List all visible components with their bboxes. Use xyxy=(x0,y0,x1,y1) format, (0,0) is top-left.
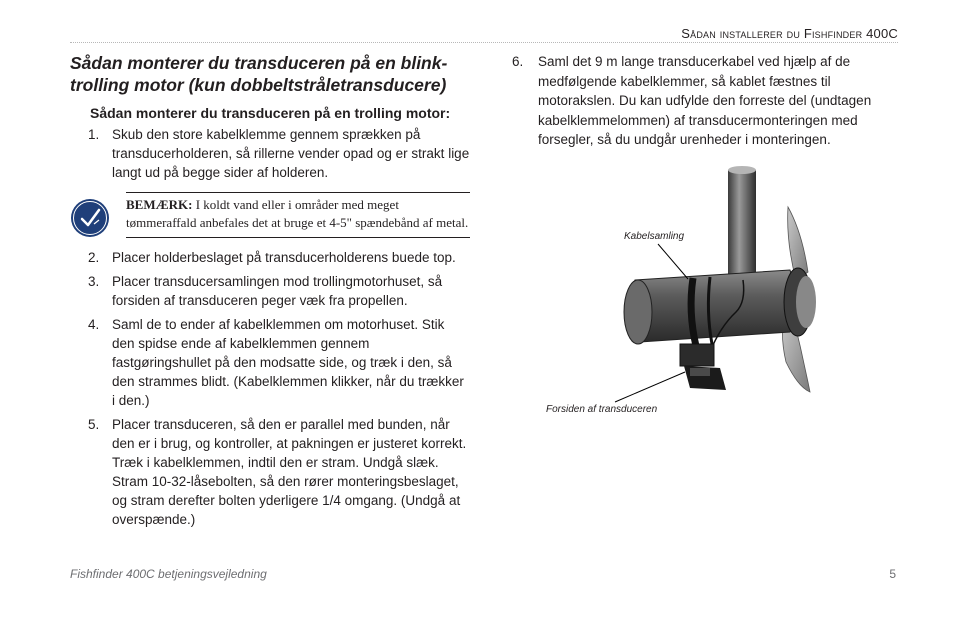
step-5 xyxy=(70,415,470,529)
step-number: 1. xyxy=(88,127,100,142)
step-text: Placer transduceren, så den er parallel med bunden, når den er i brug, og kontroller, at pakningen er justeret korrekt. Træk i kabelklemmen, indtil den er stram. Undgå slæk. Stram 10-32-låsebolten, så den rører monteringsbeslaget, og stram derefter bolten yderligere 1/4 omgang. (Undgå at overspænde.) xyxy=(112,417,467,527)
callout-cable-assembly: Kabelsamling xyxy=(624,231,685,242)
note-text xyxy=(126,192,470,238)
step-number: 4. xyxy=(88,317,100,332)
step-number: 5. xyxy=(88,417,100,432)
note-label: BEMÆRK: xyxy=(126,197,193,212)
step-number: 3. xyxy=(88,274,100,289)
note-body: I koldt vand eller i områder med meget tømmeraffald anbefales det at bruge et 4-5" spændebånd af metal. xyxy=(126,197,469,230)
step-3 xyxy=(70,272,470,310)
step-number: 2. xyxy=(88,250,100,265)
header-rule xyxy=(70,42,898,43)
step-number: 6. xyxy=(512,54,524,69)
section-title: Sådan monterer du transduceren på en blink-trolling motor (kun dobbeltstråletransducere) xyxy=(70,53,448,95)
trolling-motor-figure xyxy=(540,162,840,422)
header-title: Sådan installerer du Fishfinder xyxy=(681,26,863,41)
step-2 xyxy=(70,248,470,267)
step-text: Saml det 9 m lange transducerkabel ved hjælp af de medfølgende kabelklemmer, så kablet fæstnes til motorakslen. Du kan udfylde den forreste del (undtagen kabelklemmelommen) af transducermonteringen med forsegler, så du undgår urenheder i monteringen. xyxy=(538,54,872,147)
right-column xyxy=(512,52,872,150)
step-text: Placer holderbeslaget på transducerholderens buede top. xyxy=(112,250,456,265)
left-column xyxy=(70,52,470,529)
step-4 xyxy=(70,315,470,410)
running-header xyxy=(681,26,898,41)
step-text: Skub den store kabelklemme gennem sprækken på transducerholderen, så rillerne vender opad og er strakt lige langt ud på begge sider af holderen. xyxy=(112,127,470,180)
header-model: 400C xyxy=(866,26,898,41)
page-number: 5 xyxy=(889,567,896,581)
trolling-motor-illustration xyxy=(540,162,840,422)
note-checkmark-icon xyxy=(70,198,110,238)
step-6 xyxy=(512,52,872,150)
callout-transducer-front: Forsiden af transduceren xyxy=(546,404,658,415)
step-text: Placer transducersamlingen mod trollingmotorhuset, så forsiden af transduceren peger væk fra propellen. xyxy=(112,274,443,308)
step-1 xyxy=(70,125,470,182)
step-text: Saml de to ender af kabelklemmen om motorhuset. Stik den spidse ende af kabelklemmen gennem fastgøringshullet på den modsatte side, og træk i den, så den strammes blidt. (Kabelklemmen klikker, når du trækker i den.) xyxy=(112,317,464,408)
footer-manual-title: Fishfinder 400C betjeningsvejledning xyxy=(70,567,267,581)
note-box xyxy=(70,192,470,238)
procedure-title: Sådan monterer du transduceren på en trolling motor: xyxy=(90,105,451,121)
